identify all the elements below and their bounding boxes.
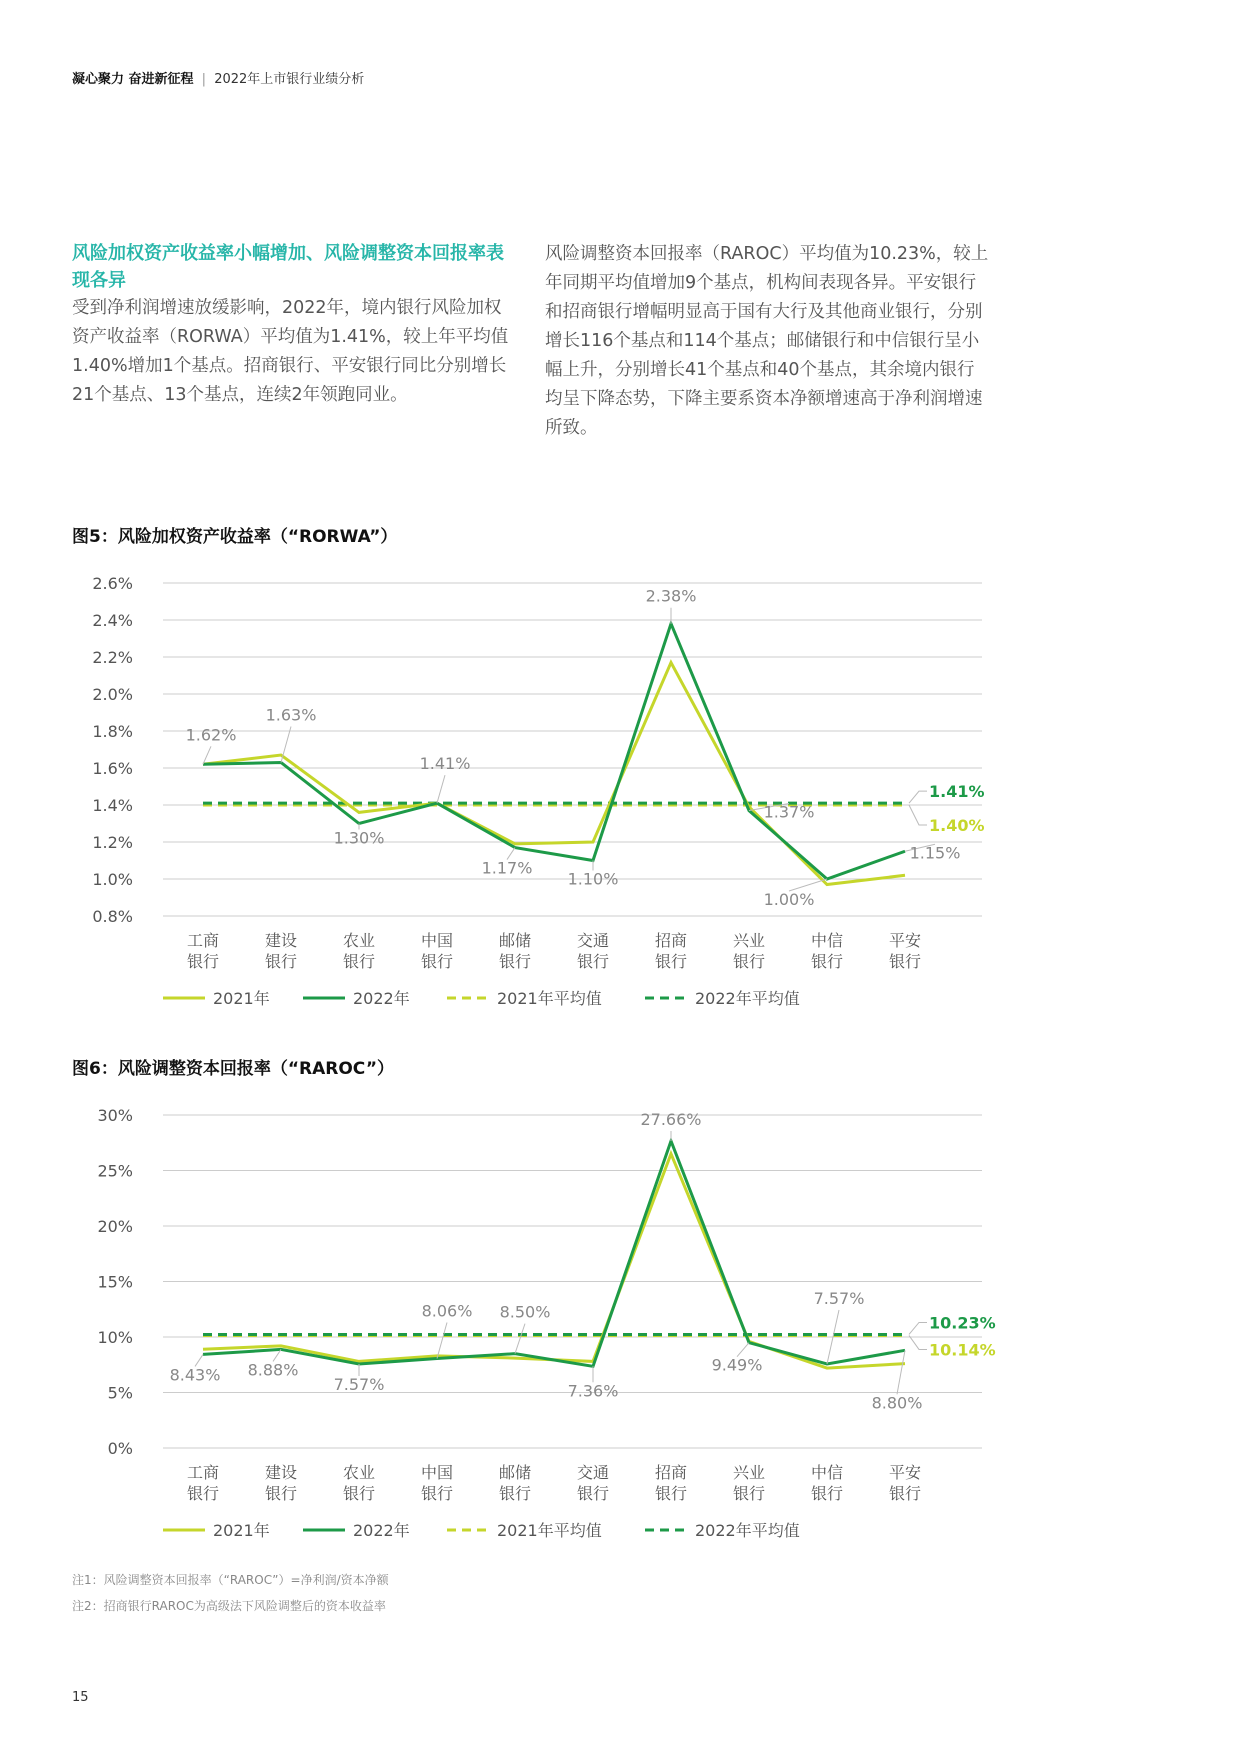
data-label: 1.10%	[567, 869, 619, 889]
data-label: 8.50%	[499, 1302, 551, 1322]
avg-label-leader	[909, 791, 927, 803]
avg-label-leader	[909, 805, 927, 825]
y-tick-label: 1.8%	[92, 722, 133, 741]
x-tick-label: 中信	[810, 1463, 844, 1482]
x-tick-label: 银行	[732, 952, 766, 971]
section-heading: 风险加权资产收益率小幅增加、风险调整资本回报率表现各异	[72, 243, 504, 291]
right-body-text: 风险调整资本回报率（RAROC）平均值为10.23%，较上年同期平均值增加9个基点，机构间表现各异。平安银行和招商银行增幅明显高于国有大行及其他商业银行，分别增长116个基点和114个基点；邮储银行和中信银行呈小幅上升，分别增长41个基点和40个基点，其余境内银行均呈下降态势，下降主要系资本净额增速高于净利润增速所致。	[545, 244, 989, 438]
data-label: 27.66%	[640, 1109, 702, 1129]
page-header	[72, 68, 364, 87]
data-label: 7.36%	[567, 1381, 619, 1401]
x-tick-label: 工商	[186, 1463, 220, 1482]
x-tick-label: 招商	[654, 1463, 688, 1482]
x-tick-label: 建设	[264, 1463, 298, 1482]
legend-label: 2022年	[353, 989, 410, 1008]
legend-label: 2021年	[213, 1521, 270, 1540]
x-tick-label: 银行	[732, 1484, 766, 1503]
x-tick-label: 银行	[264, 1484, 298, 1503]
data-label-leader	[437, 775, 445, 803]
legend-label: 2022年平均值	[695, 1521, 800, 1540]
data-label: 1.41%	[419, 754, 471, 774]
x-tick-label: 兴业	[732, 931, 766, 950]
y-tick-label: 0%	[107, 1439, 133, 1458]
left-text-column	[72, 240, 514, 410]
figure5-title: 图5：风险加权资产收益率（“RORWA”）	[72, 527, 398, 547]
avg-2021-label: 10.14%	[929, 1340, 996, 1360]
x-tick-label: 建设	[264, 931, 298, 950]
y-tick-label: 10%	[97, 1328, 133, 1347]
data-label: 1.37%	[763, 802, 815, 822]
header-subtitle: 2022年上市银行业绩分析	[214, 72, 365, 87]
avg-2021-label: 1.40%	[929, 816, 985, 835]
data-label: 1.00%	[763, 890, 815, 909]
x-tick-label: 银行	[810, 952, 844, 971]
data-label: 8.80%	[871, 1393, 923, 1413]
x-tick-label: 银行	[342, 1484, 376, 1503]
rorwa-chart	[0, 560, 1240, 1030]
data-label: 8.06%	[421, 1301, 473, 1321]
header-title: 凝心聚力 奋进新征程	[72, 72, 194, 87]
legend-label: 2021年	[213, 989, 270, 1008]
x-tick-label: 交通	[576, 1463, 610, 1482]
avg-2022-label: 10.23%	[929, 1313, 996, 1333]
x-tick-label: 平安	[888, 1463, 922, 1482]
x-tick-label: 银行	[810, 1484, 844, 1503]
data-label-leader	[515, 1324, 525, 1354]
data-label-leader	[437, 1323, 447, 1359]
x-tick-label: 工商	[186, 931, 220, 950]
avg-label-leader	[909, 1322, 927, 1334]
data-label: 9.49%	[711, 1355, 763, 1375]
y-tick-label: 2.4%	[92, 611, 133, 630]
y-tick-label: 1.2%	[92, 833, 133, 852]
x-tick-label: 平安	[888, 931, 922, 950]
y-tick-label: 5%	[107, 1383, 133, 1403]
x-tick-label: 中国	[420, 1463, 454, 1482]
x-tick-label: 中信	[810, 931, 844, 950]
data-label: 1.63%	[265, 705, 317, 725]
x-tick-label: 银行	[576, 952, 610, 971]
x-tick-label: 中国	[420, 931, 454, 950]
series-line-2021年	[203, 663, 905, 885]
data-label-leader	[897, 1350, 905, 1394]
legend-label: 2021年平均值	[497, 989, 602, 1008]
page-number: 15	[72, 1690, 89, 1705]
y-tick-label: 2.2%	[92, 648, 133, 667]
x-tick-label: 邮储	[498, 931, 532, 950]
data-label: 8.43%	[169, 1365, 221, 1385]
legend-label: 2022年	[353, 1521, 410, 1540]
x-tick-label: 银行	[888, 1484, 922, 1503]
x-tick-label: 邮储	[498, 1463, 532, 1482]
raroc-chart	[0, 1092, 1240, 1562]
x-tick-label: 银行	[420, 952, 454, 971]
header-separator: |	[201, 72, 207, 87]
y-tick-label: 1.6%	[92, 759, 133, 778]
y-tick-label: 25%	[97, 1161, 133, 1181]
right-text-column	[545, 240, 990, 443]
x-tick-label: 银行	[498, 952, 532, 971]
x-tick-label: 兴业	[732, 1463, 766, 1482]
y-tick-label: 2.6%	[92, 574, 133, 593]
y-tick-label: 1.0%	[92, 870, 133, 889]
x-tick-label: 银行	[888, 952, 922, 971]
series-line-2022年	[203, 1141, 905, 1366]
y-tick-label: 1.4%	[92, 796, 133, 815]
y-tick-label: 15%	[97, 1272, 133, 1292]
data-label: 2.38%	[645, 586, 697, 606]
data-label-leader	[737, 1343, 749, 1357]
data-label: 1.15%	[909, 843, 961, 863]
data-label: 8.88%	[247, 1360, 299, 1380]
data-label-leader	[203, 746, 211, 764]
data-label: 1.30%	[333, 828, 385, 848]
note-2: 注2：招商银行RAROC为高级法下风险调整后的资本收益率	[72, 1599, 386, 1613]
y-tick-label: 0.8%	[92, 907, 133, 926]
x-tick-label: 银行	[342, 952, 376, 971]
data-label: 7.57%	[813, 1288, 865, 1308]
data-label: 7.57%	[333, 1374, 385, 1394]
avg-2022-label: 1.41%	[929, 782, 985, 802]
avg-label-leader	[909, 1335, 927, 1349]
x-tick-label: 银行	[420, 1484, 454, 1503]
x-tick-label: 银行	[654, 1484, 688, 1503]
x-tick-label: 农业	[342, 1463, 376, 1482]
x-tick-label: 交通	[576, 931, 610, 950]
x-tick-label: 银行	[186, 1484, 220, 1503]
left-body-text: 受到净利润增速放缓影响，2022年，境内银行风险加权资产收益率（RORWA）平均值为1.41%，较上年平均值1.40%增加1个基点。招商银行、平安银行同比分别增长21个基点、13个基点，连续2年领跑同业。	[72, 298, 509, 405]
data-label: 1.17%	[481, 858, 533, 878]
x-tick-label: 招商	[654, 931, 688, 950]
x-tick-label: 银行	[576, 1484, 610, 1503]
x-tick-label: 银行	[654, 952, 688, 971]
y-tick-label: 2.0%	[92, 685, 133, 704]
note-1: 注1：风险调整资本回报率（“RAROC”）=净利润/资本净额	[72, 1573, 389, 1587]
y-tick-label: 30%	[97, 1106, 133, 1125]
x-tick-label: 银行	[498, 1484, 532, 1503]
x-tick-label: 银行	[264, 952, 298, 971]
series-line-2022年	[203, 624, 905, 879]
legend-label: 2021年平均值	[497, 1521, 602, 1540]
x-tick-label: 银行	[186, 952, 220, 971]
data-label: 1.62%	[185, 725, 237, 745]
x-tick-label: 农业	[342, 931, 376, 950]
y-tick-label: 20%	[97, 1217, 133, 1236]
legend-label: 2022年平均值	[695, 989, 800, 1008]
figure6-title: 图6：风险调整资本回报率（“RAROC”）	[72, 1059, 395, 1079]
